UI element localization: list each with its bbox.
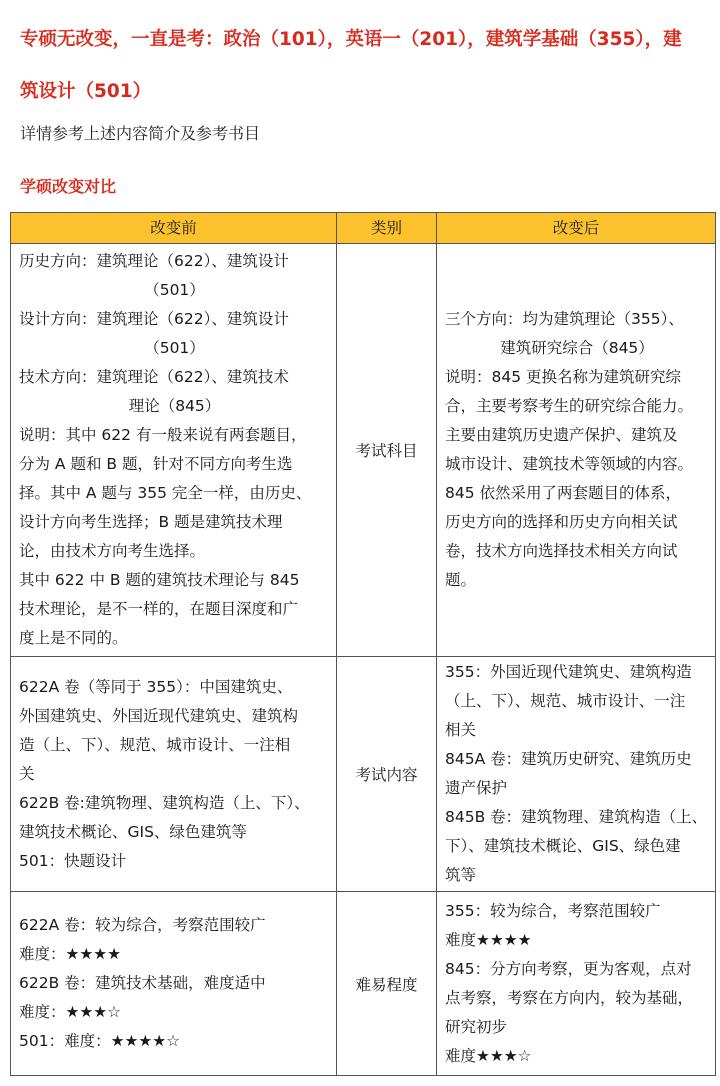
cell-line: 城市设计、建筑技术等领域的内容。 <box>445 455 694 473</box>
header-category: 类别 <box>337 213 437 244</box>
comparison-table <box>10 212 716 1076</box>
cell-line: 说明：其中 622 有一般来说有两套题目， <box>19 426 307 444</box>
cell-line: 622A 卷（等同于 355）：中国建筑史、 <box>19 677 293 696</box>
cell-line: 845 依然采用了两套题目的体系， <box>445 484 682 502</box>
heading-line-1: 专硕无改变，一直是考：政治（101），英语一（201），建筑学基础（355），建 <box>20 29 682 50</box>
cell-after <box>437 657 716 892</box>
cell-line: 622B 卷:建筑物理、建筑构造（上、下）、 <box>19 793 310 812</box>
cell-line: 下）、建筑技术概论、GIS、绿色建 <box>445 837 681 855</box>
cell-line: 其中 622 中 B 题的建筑技术理论与 845 <box>19 571 300 589</box>
cell-line: 难度★★★☆ <box>445 1046 532 1065</box>
cell-line: 设计方向考生选择；B 题是建筑技术理 <box>19 513 283 531</box>
cell-line: 历史方向：建筑理论（622）、建筑设计 <box>19 252 289 270</box>
cell-line: 622A 卷：较为综合，考察范围较广 <box>19 916 266 934</box>
cell-line: （501） <box>144 281 205 299</box>
cell-line: 卷，技术方向选择技术相关方向试 <box>445 542 678 560</box>
header-after: 改变后 <box>437 213 716 244</box>
cell-line: 设计方向：建筑理论（622）、建筑设计 <box>19 310 289 328</box>
cell-before <box>11 892 337 1076</box>
cell-line: 关 <box>19 764 35 783</box>
cell-line: 相关 <box>445 721 477 739</box>
cell-line: （上、下）、规范、城市设计、一注 <box>445 692 686 710</box>
table-row-content <box>11 657 716 892</box>
reference-note: 详情参考上述内容简介及参考书目 <box>20 124 261 143</box>
cell-line: 建筑研究综合（845） <box>500 339 654 357</box>
cell-line: 研究初步 <box>445 1017 508 1036</box>
cell-line: 501：快题设计 <box>19 851 127 870</box>
cell-category: 考试科目 <box>337 244 437 657</box>
cell-line: 845B 卷：建筑物理、建筑构造（上、 <box>445 808 708 826</box>
cell-line: 造（上、下）、规范、城市设计、一注相 <box>19 735 291 754</box>
cell-line: 建筑技术概论、GIS、绿色建筑等 <box>19 822 247 841</box>
heading-line-2: 筑设计（501） <box>20 81 152 102</box>
cell-line: 说明：845 更换名称为建筑研究综 <box>445 368 682 386</box>
cell-line: 355：外国近现代建筑史、建筑构造 <box>445 663 692 681</box>
table-header-row <box>11 213 716 244</box>
exam-summary-heading <box>20 14 710 118</box>
cell-after <box>437 244 716 657</box>
cell-line: 355：较为综合，考察范围较广 <box>445 901 661 920</box>
cell-line: 845A 卷：建筑历史研究、建筑历史 <box>445 750 692 768</box>
cell-line: 难度：★★★☆ <box>19 1003 122 1021</box>
cell-line: 择。其中 A 题与 355 完全一样，由历史、 <box>19 484 312 502</box>
cell-line: 外国建筑史、外国近现代建筑史、建筑构 <box>19 706 299 725</box>
cell-category: 难易程度 <box>337 892 437 1076</box>
cell-line: 点考察，考察在方向内，较为基础， <box>445 988 694 1007</box>
cell-line: （501） <box>144 339 205 357</box>
cell-line: 主要由建筑历史遗产保护、建筑及 <box>445 426 678 444</box>
cell-line: 合，主要考察考生的研究综合能力。 <box>445 397 694 415</box>
cell-line: 501：难度：★★★★☆ <box>19 1032 181 1050</box>
cell-line: 筑等 <box>445 866 477 884</box>
cell-line: 理论（845） <box>128 397 221 415</box>
cell-line: 分为 A 题和 B 题，针对不同方向考生选 <box>19 455 293 473</box>
cell-line: 三个方向：均为建筑理论（355）、 <box>445 310 684 328</box>
cell-line: 难度：★★★★ <box>19 945 122 963</box>
cell-before <box>11 657 337 892</box>
cell-after <box>437 892 716 1076</box>
cell-line: 题。 <box>445 571 477 589</box>
header-before: 改变前 <box>11 213 337 244</box>
cell-before <box>11 244 337 657</box>
cell-category: 考试内容 <box>337 657 437 892</box>
cell-line: 论，由技术方向考生选择。 <box>19 542 206 560</box>
section-subheading: 学硕改变对比 <box>20 177 117 196</box>
cell-line: 遗产保护 <box>445 779 508 797</box>
cell-line: 度上是不同的。 <box>19 629 128 647</box>
cell-line: 技术方向：建筑理论（622）、建筑技术 <box>19 368 289 386</box>
cell-line: 845：分方向考察，更为客观，点对 <box>445 959 692 978</box>
table-row-difficulty <box>11 892 716 1076</box>
table-row-subjects <box>11 244 716 657</box>
cell-line: 622B 卷：建筑技术基础，难度适中 <box>19 974 266 992</box>
cell-line: 历史方向的选择和历史方向相关试 <box>445 513 678 531</box>
cell-line: 难度★★★★ <box>445 930 532 949</box>
cell-line: 技术理论，是不一样的，在题目深度和广 <box>19 600 299 618</box>
